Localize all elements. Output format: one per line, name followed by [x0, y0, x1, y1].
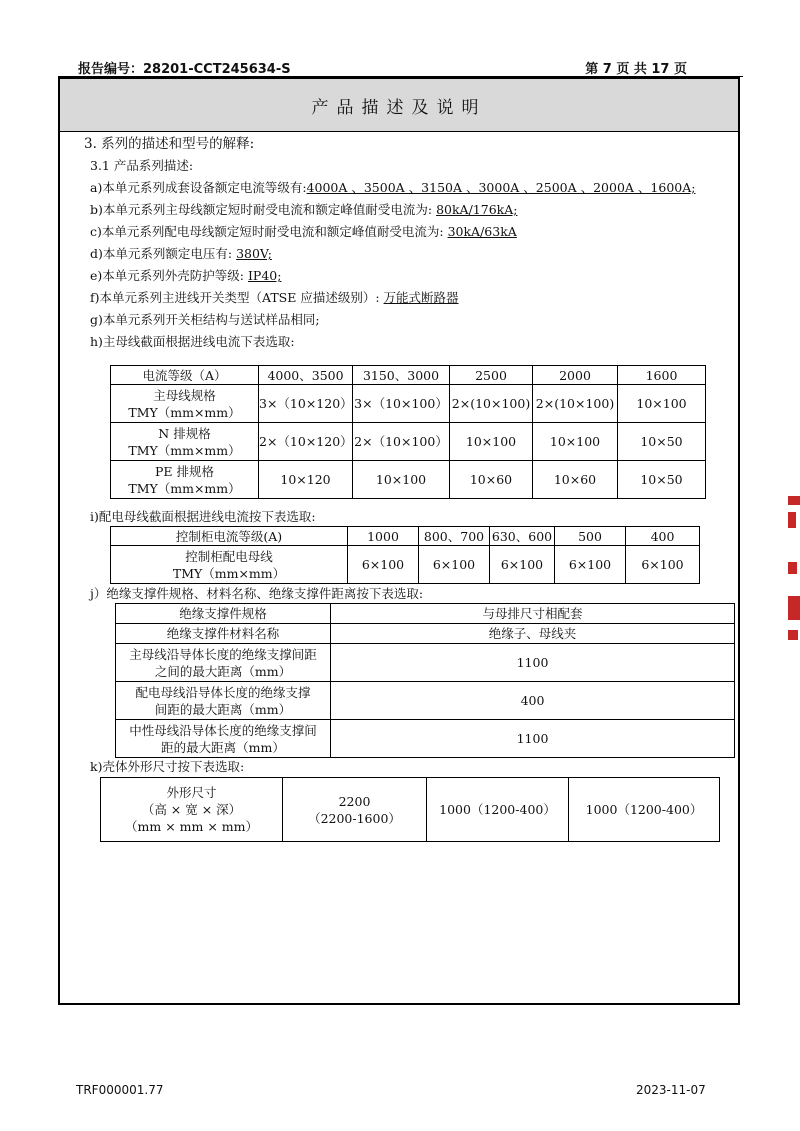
table-cell: 2×（10×100）	[353, 423, 450, 461]
table-header-cell: 3150、3000	[353, 366, 450, 385]
table-row	[116, 720, 735, 758]
row-label: 配电母线沿导体长度的绝缘支撑 间距的最大距离（mm）	[116, 682, 331, 720]
item-a-value: 4000A 、3500A 、3150A 、3000A 、2500A 、2000A 、1600A;	[306, 180, 696, 195]
table-cell: 2×(10×100)	[533, 385, 618, 423]
item-a-label: a)本单元系列成套设备额定电流等级有:	[90, 180, 307, 195]
enclosure-size-table	[100, 777, 720, 842]
table-cell: 10×100	[450, 423, 533, 461]
table-header-cell: 4000、3500	[259, 366, 353, 385]
item-k: k)壳体外形尺寸按下表选取:	[90, 759, 245, 774]
page-info: 第 7 页 共 17 页	[585, 62, 687, 77]
table-row	[111, 385, 706, 423]
table-header-cell: 630、600	[490, 527, 555, 546]
table-row	[116, 682, 735, 720]
item-j: j）绝缘支撑件规格、材料名称、绝缘支撑件距离按下表选取:	[90, 586, 424, 601]
table-cell: 与母排尺寸相配套	[331, 604, 735, 624]
table-row	[111, 546, 700, 584]
table-row	[116, 604, 735, 624]
width-cell: 1000（1200-400）	[427, 778, 569, 842]
item-a	[90, 180, 695, 196]
table-cell: 2×(10×100)	[450, 385, 533, 423]
item-g: g)本单元系列开关柜结构与送试样品相同;	[90, 312, 320, 327]
seal-fragment	[788, 512, 796, 528]
table-cell: 10×60	[533, 461, 618, 499]
content-frame	[58, 77, 740, 1005]
table-cell: 10×50	[618, 423, 706, 461]
table-header-cell: 1000	[348, 527, 419, 546]
table-cell: 10×100	[353, 461, 450, 499]
height-cell: 2200 （2200-1600）	[283, 778, 427, 842]
row-label: 外形尺寸 （高 × 宽 × 深） （mm × mm × mm）	[101, 778, 283, 842]
depth-cell: 1000（1200-400）	[569, 778, 720, 842]
item-b-label: b)本单元系列主母线额定短时耐受电流和额定峰值耐受电流为:	[90, 202, 433, 217]
table-header-cell: 2500	[450, 366, 533, 385]
table-header-cell: 500	[555, 527, 626, 546]
seal-fragment	[788, 630, 798, 640]
row-label: 绝缘支撑件规格	[116, 604, 331, 624]
footer-date: 2023-11-07	[636, 1083, 706, 1097]
form-number: TRF000001.77	[76, 1083, 164, 1097]
row-label: 绝缘支撑件材料名称	[116, 624, 331, 644]
table-cell: 10×60	[450, 461, 533, 499]
item-c-label: c)本单元系列配电母线额定短时耐受电流和额定峰值耐受电流为:	[90, 224, 444, 239]
table-cell: 6×100	[490, 546, 555, 584]
table-header-row	[111, 527, 700, 546]
row-label: 控制柜配电母线 TMY（mm×mm）	[111, 546, 348, 584]
table-row	[111, 423, 706, 461]
table-header-cell: 400	[626, 527, 700, 546]
table-cell: 1100	[331, 644, 735, 682]
table-cell: 3×（10×120）	[259, 385, 353, 423]
table-cell: 3×（10×100）	[353, 385, 450, 423]
item-c	[90, 224, 517, 240]
item-d-label: d)本单元系列额定电压有:	[90, 246, 233, 261]
table-header-cell: 1600	[618, 366, 706, 385]
report-number: 报告编号：28201-CCT245634-S	[78, 62, 291, 77]
row-label: 中性母线沿导体长度的绝缘支撑间 距的最大距离（mm）	[116, 720, 331, 758]
item-i: i)配电母线截面根据进线电流按下表选取:	[90, 509, 316, 524]
sub-heading: 3.1 产品系列描述:	[90, 158, 194, 173]
table-cell: 6×100	[419, 546, 490, 584]
row-label: N 排规格 TMY（mm×mm）	[111, 423, 259, 461]
table-cell: 400	[331, 682, 735, 720]
table-cell: 10×50	[618, 461, 706, 499]
main-busbar-table	[110, 365, 706, 499]
item-f-label: f)本单元系列主进线开关类型（ATSE 应描述级别）:	[90, 290, 380, 305]
item-d-value: 380V;	[236, 246, 272, 261]
item-d	[90, 246, 272, 262]
table-cell: 2×（10×120）	[259, 423, 353, 461]
table-row	[116, 624, 735, 644]
table-cell: 6×100	[626, 546, 700, 584]
item-b	[90, 202, 517, 218]
table-header-cell: 控制柜电流等级(A)	[111, 527, 348, 546]
row-label: 主母线规格 TMY（mm×mm）	[111, 385, 259, 423]
table-cell: 10×120	[259, 461, 353, 499]
table-cell: 6×100	[555, 546, 626, 584]
item-f	[90, 290, 459, 306]
item-e-label: e)本单元系列外壳防护等级:	[90, 268, 244, 283]
item-b-value: 80kA/176kA;	[436, 202, 518, 217]
table-row	[116, 644, 735, 682]
seal-fragment	[788, 496, 800, 505]
table-header-cell: 800、700	[419, 527, 490, 546]
table-cell: 1100	[331, 720, 735, 758]
item-e	[90, 268, 281, 284]
section-heading: 3. 系列的描述和型号的解释:	[84, 136, 255, 152]
table-cell: 6×100	[348, 546, 419, 584]
page-header	[58, 58, 743, 76]
row-label: 主母线沿导体长度的绝缘支撑间距 之间的最大距离（mm）	[116, 644, 331, 682]
section-title: 产品描述及说明	[60, 79, 738, 132]
item-e-value: IP40;	[247, 268, 282, 283]
seal-fragment	[788, 562, 797, 574]
seal-fragment	[788, 596, 800, 620]
insulation-support-table	[115, 603, 735, 758]
distribution-busbar-table	[110, 526, 700, 584]
item-f-value: 万能式断路器	[383, 290, 459, 305]
table-cell: 绝缘子、母线夹	[331, 624, 735, 644]
table-header-cell: 电流等级（A）	[111, 366, 259, 385]
table-row	[111, 461, 706, 499]
table-cell: 10×100	[618, 385, 706, 423]
table-row	[101, 778, 720, 842]
item-c-value: 30kA/63kA	[447, 224, 517, 239]
table-cell: 10×100	[533, 423, 618, 461]
table-header-row	[111, 366, 706, 385]
item-h: h)主母线截面根据进线电流下表选取:	[90, 334, 295, 349]
row-label: PE 排规格 TMY（mm×mm）	[111, 461, 259, 499]
table-header-cell: 2000	[533, 366, 618, 385]
